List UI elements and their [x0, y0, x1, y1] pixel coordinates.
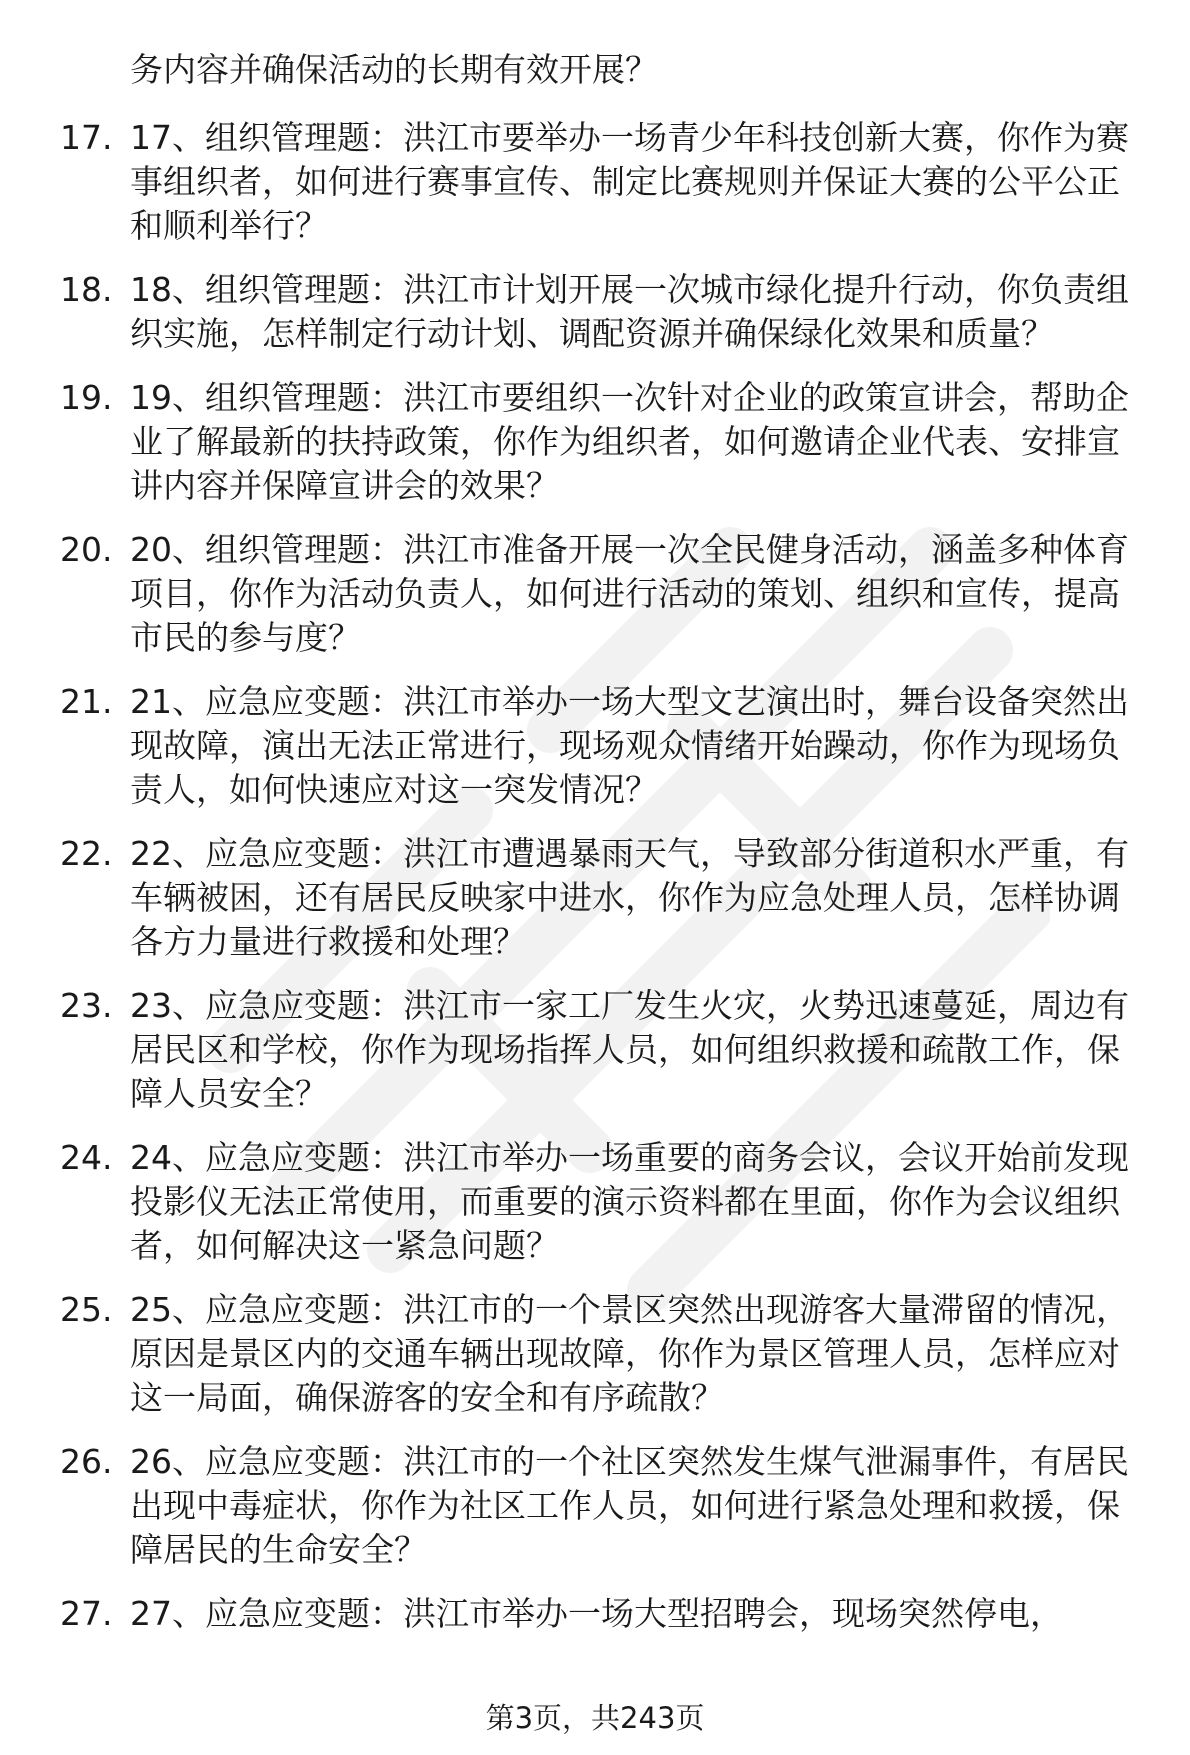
question-text: 19、组织管理题：洪江市要组织一次针对企业的政策宣讲会，帮助企业了解最新的扶持政策，你作为组织者，如何邀请企业代表、安排宣讲内容并保障宣讲会的效果？ — [130, 378, 1129, 505]
question-item — [60, 984, 1155, 1116]
page-footer — [0, 1700, 1190, 1736]
question-text: 23、应急应变题：洪江市一家工厂发生火灾，火势迅速蔓延，周边有居民区和学校，你作为现场指挥人员，如何组织救援和疏散工作，保障人员安全？ — [130, 986, 1129, 1113]
question-list — [60, 116, 1155, 1636]
question-number: 23. — [60, 986, 113, 1025]
question-number: 26. — [60, 1442, 113, 1481]
question-number: 24. — [60, 1138, 113, 1177]
question-item — [60, 116, 1155, 248]
question-item — [60, 832, 1155, 964]
question-number: 17. — [60, 118, 113, 157]
question-text: 22、应急应变题：洪江市遭遇暴雨天气，导致部分街道积水严重，有车辆被困，还有居民反映家中进水，你作为应急处理人员，怎样协调各方力量进行救援和处理？ — [130, 834, 1129, 961]
question-text: 24、应急应变题：洪江市举办一场重要的商务会议，会议开始前发现投影仪无法正常使用，而重要的演示资料都在里面，你作为会议组织者，如何解决这一紧急问题？ — [130, 1138, 1129, 1265]
question-number: 18. — [60, 270, 113, 309]
question-item — [60, 376, 1155, 508]
question-text: 27、应急应变题：洪江市举办一场大型招聘会，现场突然停电， — [130, 1594, 1063, 1633]
question-text: 25、应急应变题：洪江市的一个景区突然出现游客大量滞留的情况，原因是景区内的交通车辆出现故障，你作为景区管理人员，怎样应对这一局面，确保游客的安全和有序疏散？ — [130, 1290, 1129, 1417]
question-number: 22. — [60, 834, 113, 873]
question-text: 20、组织管理题：洪江市准备开展一次全民健身活动，涵盖多种体育项目，你作为活动负责人，如何进行活动的策划、组织和宣传，提高市民的参与度？ — [130, 530, 1129, 657]
document-body — [60, 48, 1155, 1656]
question-item — [60, 1288, 1155, 1420]
question-item — [60, 528, 1155, 660]
question-item — [60, 1592, 1155, 1636]
question-number: 20. — [60, 530, 113, 569]
question-text: 26、应急应变题：洪江市的一个社区突然发生煤气泄漏事件，有居民出现中毒症状，你作为社区工作人员，如何进行紧急处理和救援，保障居民的生命安全？ — [130, 1442, 1129, 1569]
page-number-label: 第3页，共243页 — [485, 1701, 705, 1735]
question-number: 19. — [60, 378, 113, 417]
question-item — [60, 680, 1155, 812]
question-text: 17、组织管理题：洪江市要举办一场青少年科技创新大赛，你作为赛事组织者，如何进行赛事宣传、制定比赛规则并保证大赛的公平公正和顺利举行？ — [130, 118, 1129, 245]
question-number: 27. — [60, 1594, 113, 1633]
question-item — [60, 1440, 1155, 1572]
question-text: 18、组织管理题：洪江市计划开展一次城市绿化提升行动，你负责组织实施，怎样制定行动计划、调配资源并确保绿化效果和质量？ — [130, 270, 1129, 353]
question-text: 21、应急应变题：洪江市举办一场大型文艺演出时，舞台设备突然出现故障，演出无法正常进行，现场观众情绪开始躁动，你作为现场负责人，如何快速应对这一突发情况？ — [130, 682, 1129, 809]
question-item — [60, 1136, 1155, 1268]
question-number: 25. — [60, 1290, 113, 1329]
question-number: 21. — [60, 682, 113, 721]
question-item — [60, 268, 1155, 356]
continuation-text: 务内容并确保活动的长期有效开展？ — [130, 50, 658, 89]
